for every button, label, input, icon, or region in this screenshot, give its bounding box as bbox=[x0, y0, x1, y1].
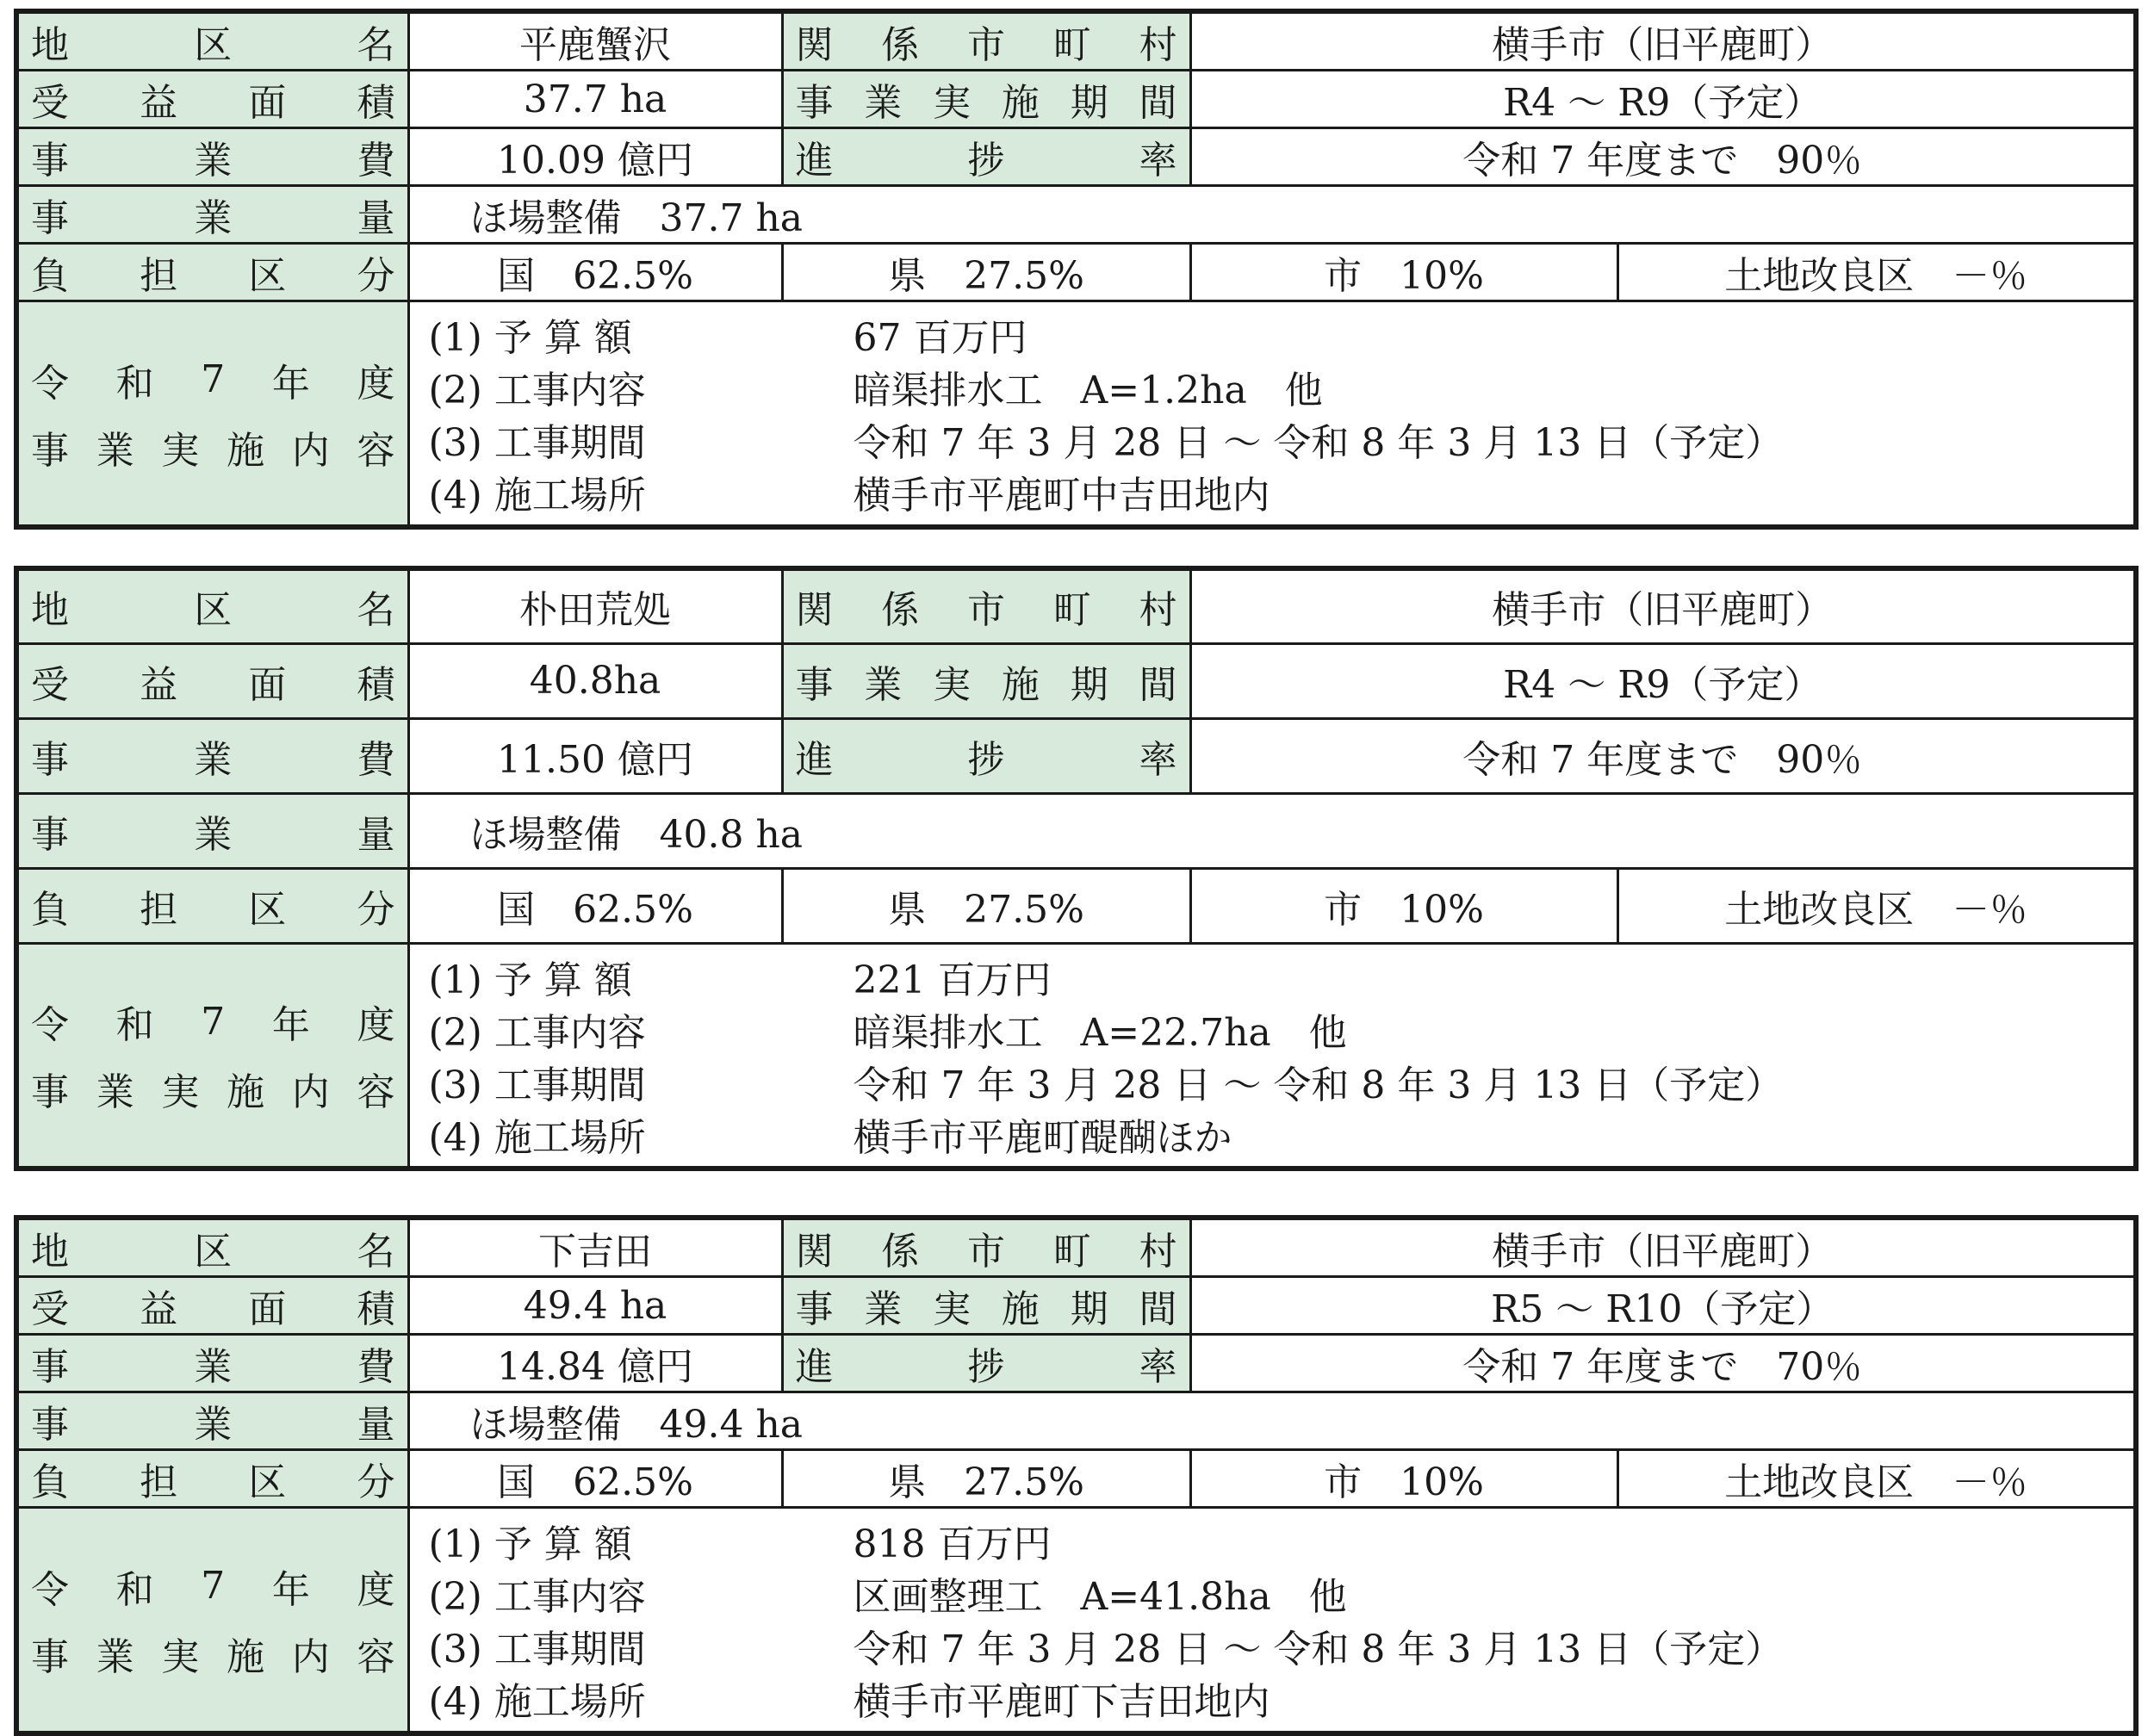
work-period-label: (3) 工事期間 bbox=[428, 421, 646, 466]
detail-work-location-row bbox=[410, 466, 2134, 518]
label-char: 進 bbox=[795, 1345, 834, 1389]
label-char: 7 bbox=[201, 357, 226, 402]
label-char: 係 bbox=[881, 1230, 920, 1274]
budget-value: 221 百万円 bbox=[853, 958, 1052, 1002]
detail-work-content-row bbox=[410, 1567, 2134, 1620]
label-char: 区 bbox=[248, 1460, 287, 1504]
label-char: 地 bbox=[31, 23, 69, 67]
project-volume-value: ほ場整備 40.8 ha bbox=[408, 793, 2136, 868]
fiscal-year-details bbox=[408, 943, 2136, 1169]
label-char: 捗 bbox=[967, 737, 1005, 782]
label-char: 業 bbox=[194, 1345, 233, 1389]
district-name-value: 朴田荒処 bbox=[408, 568, 782, 643]
label-char: 度 bbox=[357, 1003, 395, 1048]
label-char: 係 bbox=[881, 588, 920, 633]
work-period-value: 令和 7 年 3 月 28 日 ～ 令和 8 年 3 月 13 日（予定） bbox=[853, 1063, 1784, 1107]
label-char: 量 bbox=[357, 812, 395, 857]
detail-work-location-row bbox=[410, 1672, 2134, 1725]
project-period-label bbox=[782, 71, 1190, 128]
municipality-label bbox=[782, 568, 1190, 643]
label-char: 施 bbox=[1001, 81, 1040, 125]
label-char: 率 bbox=[1139, 139, 1177, 183]
project-period-value: R5 ～ R10（予定） bbox=[1190, 1277, 2136, 1335]
label-char: 7 bbox=[201, 999, 226, 1044]
label-char: 施 bbox=[227, 1070, 265, 1115]
district-name-label bbox=[16, 11, 408, 71]
project-cost-value: 14.84 億円 bbox=[408, 1335, 782, 1392]
label-char: 実 bbox=[161, 1634, 200, 1679]
label-char: 7 bbox=[201, 1564, 226, 1609]
label-char: 実 bbox=[933, 1287, 972, 1331]
work-content-label: (2) 工事内容 bbox=[428, 369, 646, 413]
label-char: 市 bbox=[967, 1230, 1005, 1274]
label-char: 年 bbox=[271, 1003, 310, 1048]
label-char: 面 bbox=[248, 662, 287, 707]
label-char: 村 bbox=[1139, 588, 1177, 633]
municipality-label bbox=[782, 1218, 1190, 1277]
label-char: 関 bbox=[795, 588, 834, 633]
label-char: 担 bbox=[140, 887, 178, 932]
project-cost-label bbox=[16, 1335, 408, 1392]
cost-share-label bbox=[16, 244, 408, 301]
label-char: 量 bbox=[357, 196, 395, 240]
label-char: 事 bbox=[31, 1345, 69, 1389]
project-period-value: R4 ～ R9（予定） bbox=[1190, 71, 2136, 128]
benefit-area-label bbox=[16, 643, 408, 718]
label-char: 市 bbox=[967, 23, 1005, 67]
label-char: 和 bbox=[115, 361, 154, 406]
label-char: 事 bbox=[31, 1634, 69, 1679]
label-char: 担 bbox=[140, 254, 178, 298]
label-char: 業 bbox=[96, 428, 134, 473]
share-city: 市 10% bbox=[1190, 244, 1617, 301]
label-char: 積 bbox=[357, 81, 395, 125]
label-char: 面 bbox=[248, 1287, 287, 1331]
work-location-value: 横手市平鹿町下吉田地内 bbox=[853, 1680, 1270, 1725]
work-location-value: 横手市平鹿町中吉田地内 bbox=[853, 474, 1270, 518]
label-char: 業 bbox=[864, 81, 903, 125]
label-char: 区 bbox=[194, 588, 233, 633]
label-char: 負 bbox=[31, 1460, 69, 1504]
label-char: 町 bbox=[1052, 23, 1091, 67]
label-char: 負 bbox=[31, 887, 69, 932]
label-char: 地 bbox=[31, 588, 69, 633]
work-content-label: (2) 工事内容 bbox=[428, 1575, 646, 1620]
label-char: 負 bbox=[31, 254, 69, 298]
label-char: 令 bbox=[31, 1003, 69, 1048]
label-char: 業 bbox=[194, 196, 233, 240]
label-char: 令 bbox=[31, 1567, 69, 1612]
label-char: 実 bbox=[933, 662, 972, 707]
label-char: 町 bbox=[1052, 588, 1091, 633]
label-char: 捗 bbox=[967, 139, 1005, 183]
label-char: 施 bbox=[1001, 662, 1040, 707]
label-char: 積 bbox=[357, 1287, 395, 1331]
share-land-improvement-district: 土地改良区 －％ bbox=[1617, 244, 2136, 301]
label-char: 年 bbox=[271, 361, 310, 406]
label-char: 分 bbox=[357, 1460, 395, 1504]
work-content-value: 暗渠排水工 A=22.7ha 他 bbox=[853, 1010, 1347, 1055]
label-char: 係 bbox=[881, 23, 920, 67]
project-cost-value: 11.50 億円 bbox=[408, 718, 782, 793]
benefit-area-label bbox=[16, 71, 408, 128]
work-content-label: (2) 工事内容 bbox=[428, 1010, 646, 1055]
label-char: 量 bbox=[357, 1403, 395, 1447]
progress-value: 令和 7 年度まで 90％ bbox=[1190, 128, 2136, 186]
work-period-value: 令和 7 年 3 月 28 日 ～ 令和 8 年 3 月 13 日（予定） bbox=[853, 421, 1784, 466]
project-period-label bbox=[782, 643, 1190, 718]
share-land-improvement-district: 土地改良区 －％ bbox=[1617, 868, 2136, 943]
progress-label bbox=[782, 128, 1190, 186]
budget-value: 67 百万円 bbox=[853, 316, 1027, 361]
detail-work-location-row bbox=[410, 1107, 2134, 1160]
label-char: 受 bbox=[31, 81, 69, 125]
label-char: 積 bbox=[357, 662, 395, 707]
label-char: 業 bbox=[864, 1287, 903, 1331]
label-char: 費 bbox=[357, 1345, 395, 1389]
progress-value: 令和 7 年度まで 70％ bbox=[1190, 1335, 2136, 1392]
work-content-value: 区画整理工 A=41.8ha 他 bbox=[853, 1575, 1347, 1620]
label-char: 実 bbox=[161, 428, 200, 473]
district-name-value: 下吉田 bbox=[408, 1218, 782, 1277]
label-char: 施 bbox=[227, 428, 265, 473]
work-period-label: (3) 工事期間 bbox=[428, 1063, 646, 1107]
project-cost-value: 10.09 億円 bbox=[408, 128, 782, 186]
label-char: 費 bbox=[357, 139, 395, 183]
label-char: 分 bbox=[357, 254, 395, 298]
label-char: 益 bbox=[140, 662, 178, 707]
label-char: 期 bbox=[1070, 662, 1108, 707]
label-char: 関 bbox=[795, 23, 834, 67]
label-char: 区 bbox=[194, 23, 233, 67]
label-char: 村 bbox=[1139, 1230, 1177, 1274]
district-name-value: 平鹿蟹沢 bbox=[408, 11, 782, 71]
work-period-value: 令和 7 年 3 月 28 日 ～ 令和 8 年 3 月 13 日（予定） bbox=[853, 1628, 1784, 1672]
work-location-label: (4) 施工場所 bbox=[428, 474, 646, 518]
budget-value: 818 百万円 bbox=[853, 1522, 1052, 1567]
fiscal-year-details-label bbox=[16, 1508, 408, 1733]
label-char: 捗 bbox=[967, 1345, 1005, 1389]
label-char: 度 bbox=[357, 361, 395, 406]
label-char: 業 bbox=[194, 1403, 233, 1447]
municipality-value: 横手市（旧平鹿町） bbox=[1190, 11, 2136, 71]
project-period-value: R4 ～ R9（予定） bbox=[1190, 643, 2136, 718]
label-char: 事 bbox=[31, 812, 69, 857]
benefit-area-value: 40.8ha bbox=[408, 643, 782, 718]
label-char: 事 bbox=[31, 1070, 69, 1115]
work-period-label: (3) 工事期間 bbox=[428, 1628, 646, 1672]
fiscal-year-details-label bbox=[16, 943, 408, 1169]
project-volume-label bbox=[16, 793, 408, 868]
label-char: 施 bbox=[227, 1634, 265, 1679]
district-name-label bbox=[16, 568, 408, 643]
label-char: 内 bbox=[291, 428, 330, 473]
label-char: 度 bbox=[357, 1567, 395, 1612]
label-char: 期 bbox=[1070, 1287, 1108, 1331]
project-table bbox=[14, 566, 2139, 1171]
label-char: 間 bbox=[1139, 1287, 1177, 1331]
label-char: 区 bbox=[194, 1230, 233, 1274]
share-city: 市 10% bbox=[1190, 1450, 1617, 1508]
share-national: 国 62.5% bbox=[408, 244, 782, 301]
project-period-label bbox=[782, 1277, 1190, 1335]
label-char: 区 bbox=[248, 887, 287, 932]
label-char: 容 bbox=[357, 1070, 395, 1115]
label-char: 事 bbox=[31, 139, 69, 183]
label-char: 事 bbox=[795, 1287, 834, 1331]
detail-work-period-row bbox=[410, 1055, 2134, 1107]
benefit-area-value: 49.4 ha bbox=[408, 1277, 782, 1335]
label-char: 受 bbox=[31, 662, 69, 707]
label-char: 業 bbox=[194, 812, 233, 857]
budget-label: (1) 予 算 額 bbox=[428, 958, 632, 1002]
project-volume-label bbox=[16, 1392, 408, 1450]
progress-value: 令和 7 年度まで 90％ bbox=[1190, 718, 2136, 793]
work-location-value: 横手市平鹿町醍醐ほか bbox=[853, 1115, 1232, 1160]
label-char: 名 bbox=[357, 23, 395, 67]
label-char: 実 bbox=[933, 81, 972, 125]
label-char: 事 bbox=[795, 662, 834, 707]
detail-work-content-row bbox=[410, 361, 2134, 413]
label-char: 期 bbox=[1070, 81, 1108, 125]
label-char: 間 bbox=[1139, 662, 1177, 707]
project-table bbox=[14, 9, 2139, 530]
detail-budget-row bbox=[410, 950, 2134, 1002]
label-char: 町 bbox=[1052, 1230, 1091, 1274]
project-table bbox=[14, 1215, 2139, 1736]
label-char: 村 bbox=[1139, 23, 1177, 67]
share-city: 市 10% bbox=[1190, 868, 1617, 943]
project-cost-label bbox=[16, 128, 408, 186]
label-char: 面 bbox=[248, 81, 287, 125]
label-char: 益 bbox=[140, 1287, 178, 1331]
label-char: 区 bbox=[248, 254, 287, 298]
label-char: 内 bbox=[291, 1070, 330, 1115]
label-char: 事 bbox=[31, 737, 69, 782]
label-char: 名 bbox=[357, 588, 395, 633]
municipality-label bbox=[782, 11, 1190, 71]
work-location-label: (4) 施工場所 bbox=[428, 1680, 646, 1725]
detail-work-period-row bbox=[410, 1620, 2134, 1672]
label-char: 進 bbox=[795, 139, 834, 183]
label-char: 進 bbox=[795, 737, 834, 782]
cost-share-label bbox=[16, 868, 408, 943]
progress-label bbox=[782, 1335, 1190, 1392]
progress-label bbox=[782, 718, 1190, 793]
detail-work-content-row bbox=[410, 1002, 2134, 1055]
label-char: 関 bbox=[795, 1230, 834, 1274]
share-prefecture: 県 27.5% bbox=[782, 1450, 1190, 1508]
label-char: 令 bbox=[31, 361, 69, 406]
label-char: 率 bbox=[1139, 1345, 1177, 1389]
budget-label: (1) 予 算 額 bbox=[428, 1522, 632, 1567]
label-char: 費 bbox=[357, 737, 395, 782]
label-char: 率 bbox=[1139, 737, 1177, 782]
project-cost-label bbox=[16, 718, 408, 793]
work-location-label: (4) 施工場所 bbox=[428, 1115, 646, 1160]
label-char: 事 bbox=[31, 196, 69, 240]
label-char: 事 bbox=[31, 428, 69, 473]
project-volume-value: ほ場整備 49.4 ha bbox=[408, 1392, 2136, 1450]
benefit-area-label bbox=[16, 1277, 408, 1335]
label-char: 容 bbox=[357, 428, 395, 473]
label-char: 間 bbox=[1139, 81, 1177, 125]
label-char: 業 bbox=[194, 737, 233, 782]
share-national: 国 62.5% bbox=[408, 1450, 782, 1508]
label-char: 事 bbox=[795, 81, 834, 125]
label-char: 容 bbox=[357, 1634, 395, 1679]
fiscal-year-details bbox=[408, 301, 2136, 527]
label-char: 業 bbox=[194, 139, 233, 183]
fiscal-year-details-label bbox=[16, 301, 408, 527]
work-content-value: 暗渠排水工 A=1.2ha 他 bbox=[853, 369, 1323, 413]
label-char: 地 bbox=[31, 1230, 69, 1274]
label-char: 年 bbox=[271, 1567, 310, 1612]
label-char: 施 bbox=[1001, 1287, 1040, 1331]
share-national: 国 62.5% bbox=[408, 868, 782, 943]
fiscal-year-details bbox=[408, 1508, 2136, 1733]
cost-share-label bbox=[16, 1450, 408, 1508]
label-char: 事 bbox=[31, 1403, 69, 1447]
district-name-label bbox=[16, 1218, 408, 1277]
benefit-area-value: 37.7 ha bbox=[408, 71, 782, 128]
label-char: 業 bbox=[864, 662, 903, 707]
label-char: 和 bbox=[115, 1567, 154, 1612]
municipality-value: 横手市（旧平鹿町） bbox=[1190, 1218, 2136, 1277]
label-char: 和 bbox=[115, 1003, 154, 1048]
label-char: 担 bbox=[140, 1460, 178, 1504]
label-char: 受 bbox=[31, 1287, 69, 1331]
share-prefecture: 県 27.5% bbox=[782, 868, 1190, 943]
municipality-value: 横手市（旧平鹿町） bbox=[1190, 568, 2136, 643]
label-char: 実 bbox=[161, 1070, 200, 1115]
label-char: 内 bbox=[291, 1634, 330, 1679]
project-volume-value: ほ場整備 37.7 ha bbox=[408, 186, 2136, 244]
detail-budget-row bbox=[410, 308, 2134, 361]
share-land-improvement-district: 土地改良区 －％ bbox=[1617, 1450, 2136, 1508]
label-char: 益 bbox=[140, 81, 178, 125]
project-volume-label bbox=[16, 186, 408, 244]
label-char: 業 bbox=[96, 1634, 134, 1679]
label-char: 業 bbox=[96, 1070, 134, 1115]
detail-work-period-row bbox=[410, 413, 2134, 466]
budget-label: (1) 予 算 額 bbox=[428, 316, 632, 361]
label-char: 分 bbox=[357, 887, 395, 932]
detail-budget-row bbox=[410, 1515, 2134, 1567]
share-prefecture: 県 27.5% bbox=[782, 244, 1190, 301]
label-char: 名 bbox=[357, 1230, 395, 1274]
label-char: 市 bbox=[967, 588, 1005, 633]
